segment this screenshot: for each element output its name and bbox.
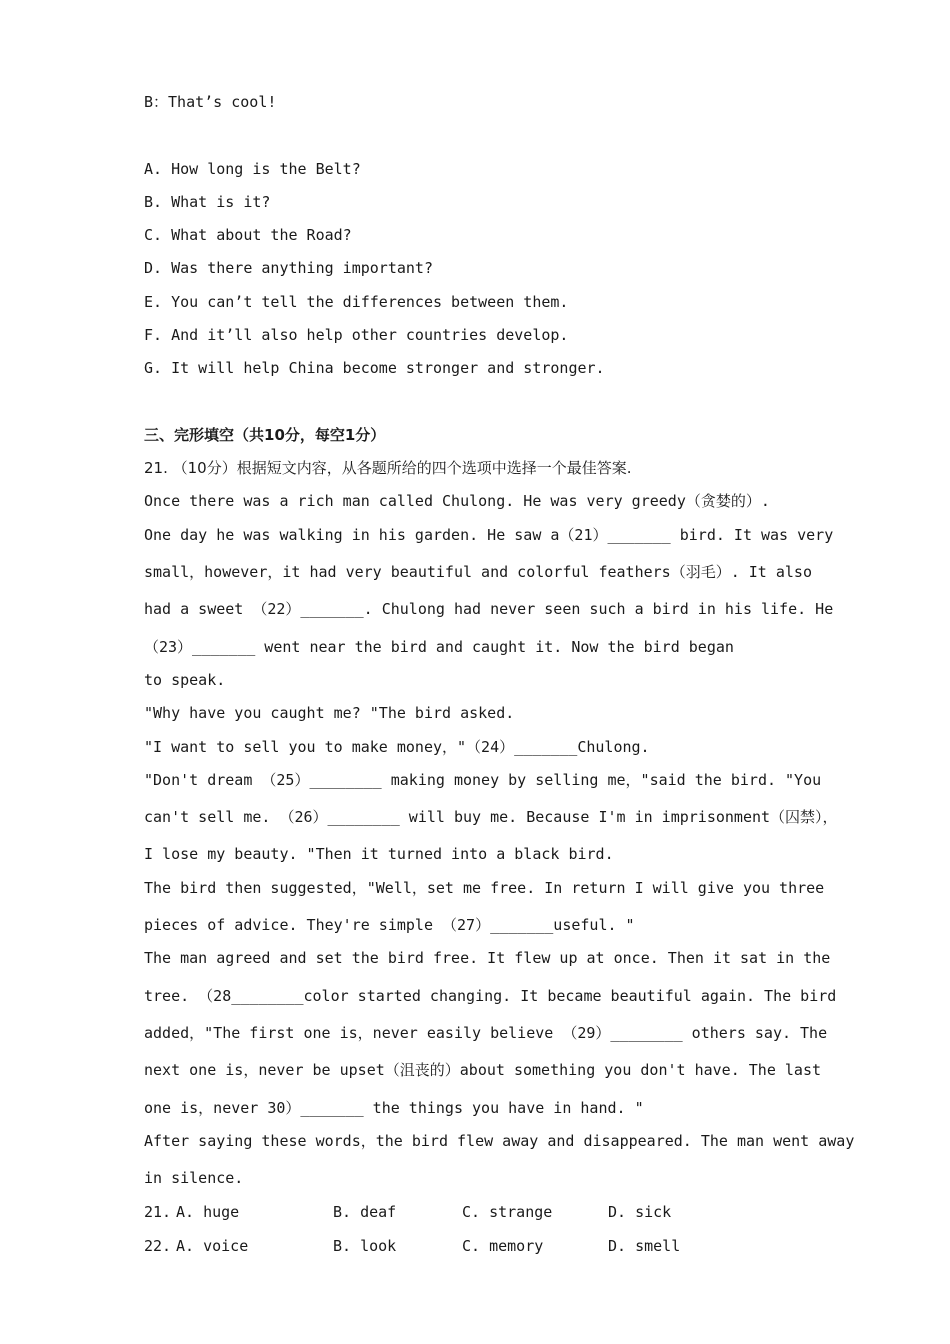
passage-line: one is，never 30）_______ the things you have in hand. " (144, 1099, 644, 1117)
passage-line: After saying these words，the bird flew away and disappeared. The man went away (144, 1132, 855, 1150)
passage-line: had a sweet （22）_______. Chulong had never seen such a bird in his life. He (144, 600, 834, 618)
dialogue-line: B：That’s cool! (144, 93, 277, 111)
option-f: F. And it’ll also help other countries develop. (144, 326, 569, 344)
passage-line: in silence. (144, 1169, 244, 1187)
passage-line: （23）_______ went near the bird and caught it. Now the bird began (144, 638, 734, 656)
passage-line: to speak. (144, 671, 226, 689)
passage-line: pieces of advice. They're simple （27）_______useful. " (144, 916, 635, 934)
answer-number: 21. (144, 1203, 172, 1221)
answer-choice-a: A. voice (176, 1237, 249, 1255)
section-title: 三、完形填空（共10分，每空1分） (144, 426, 386, 444)
passage-line: "Don't dream （25）________ making money by selling me，"said the bird. "You (144, 771, 822, 789)
answer-choice-d: D. smell (608, 1237, 681, 1255)
option-e: E. You can’t tell the differences between them. (144, 293, 569, 311)
option-a: A. How long is the Belt? (144, 160, 361, 178)
passage-line: tree. （28________color started changing. It became beautiful again. The bird (144, 987, 837, 1005)
passage-line: The bird then suggested，"Well，set me free. In return I will give you three (144, 879, 825, 897)
passage-line: Once there was a rich man called Chulong. He was very greedy（贪婪的）. (144, 492, 770, 510)
option-g: G. It will help China become stronger and stronger. (144, 359, 605, 377)
passage-line: next one is，never be upset（沮丧的）about something you don't have. The last (144, 1061, 822, 1079)
passage-line: The man agreed and set the bird free. It flew up at once. Then it sat in the (144, 949, 831, 967)
answer-choice-b: B. deaf (333, 1203, 397, 1221)
passage-line: "Why have you caught me? "The bird asked. (144, 704, 515, 722)
passage-line: small，however，it had very beautiful and colorful feathers（羽毛）. It also (144, 563, 812, 581)
passage-line: added，"The first one is，never easily believe （29）________ others say. The (144, 1024, 828, 1042)
answer-choice-a: A. huge (176, 1203, 240, 1221)
passage-line: "I want to sell you to make money，"（24）_______Chulong. (144, 738, 650, 756)
question-intro: 21. （10分）根据短文内容，从各题所给的四个选项中选择一个最佳答案. (144, 459, 632, 477)
answer-choice-b: B. look (333, 1237, 397, 1255)
passage-line: I lose my beauty. "Then it turned into a black bird. (144, 845, 614, 863)
option-d: D. Was there anything important? (144, 259, 433, 277)
option-b: B. What is it? (144, 193, 271, 211)
answer-choice-c: C. strange (462, 1203, 553, 1221)
answer-number: 22. (144, 1237, 172, 1255)
answer-choice-d: D. sick (608, 1203, 672, 1221)
answer-choice-c: C. memory (462, 1237, 544, 1255)
option-c: C. What about the Road? (144, 226, 352, 244)
passage-line: One day he was walking in his garden. He saw a（21）_______ bird. It was very (144, 526, 834, 544)
passage-line: can't sell me. （26）________ will buy me. Because I'm in imprisonment（囚禁）， (144, 808, 838, 826)
